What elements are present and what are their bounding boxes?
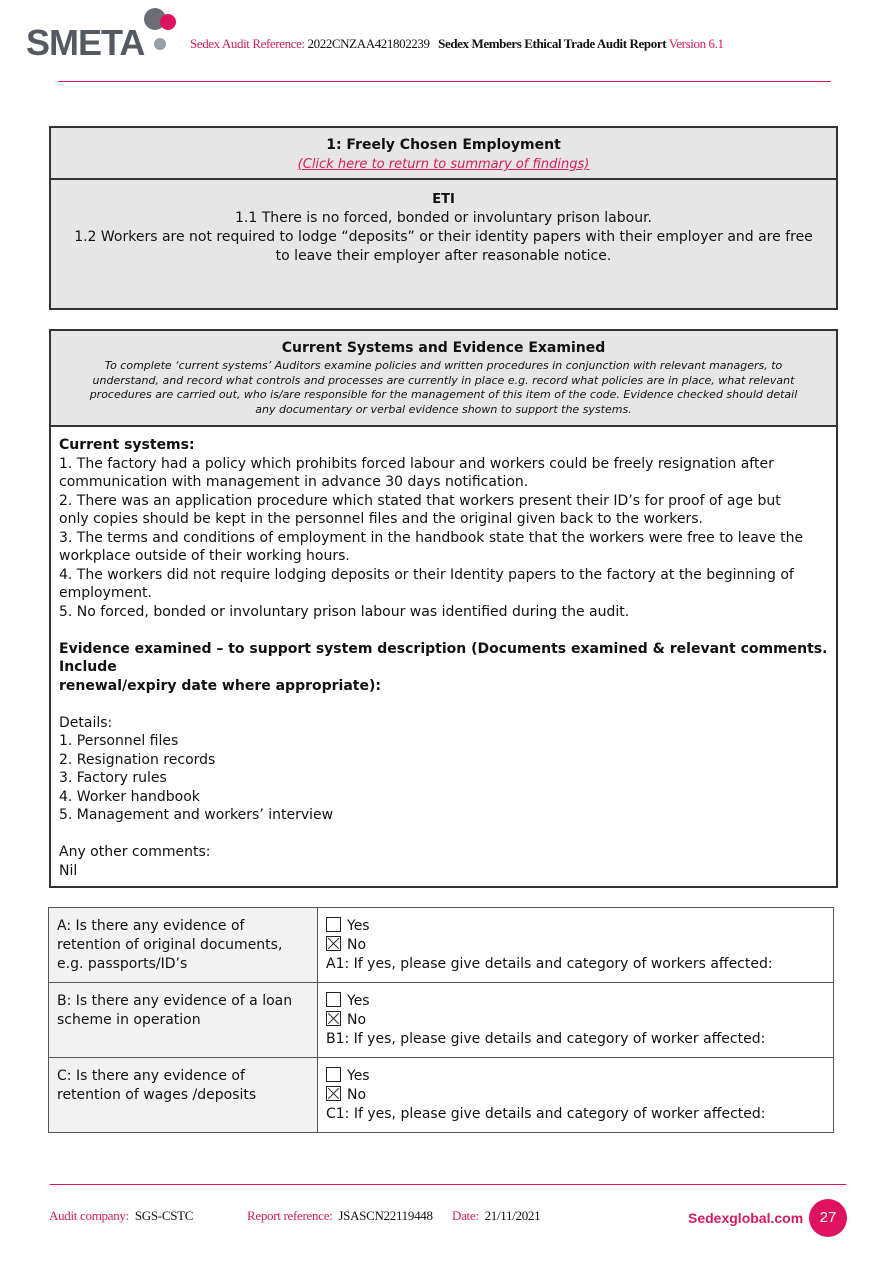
table-row	[49, 908, 834, 983]
evidence-questions-table	[48, 907, 834, 1133]
details-label: Details:	[59, 714, 113, 731]
website-link[interactable]: Sedexglobal.com	[688, 1210, 804, 1226]
current-systems-body	[51, 427, 836, 880]
question-line: scheme in operation	[57, 1012, 201, 1028]
current-line: 5. No forced, bonded or involuntary prison labour was identified during the audit.	[59, 603, 630, 620]
ref-value: 2022CNZAA421802239	[307, 36, 430, 51]
header-reference	[190, 36, 724, 52]
date-label: Date:	[452, 1208, 479, 1223]
freely-chosen-employment-box	[49, 126, 838, 310]
answer-cell	[318, 908, 834, 983]
footer-divider	[50, 1184, 846, 1185]
current-line: 2. There was an application procedure which stated that workers present their ID’s for proof of age but	[59, 492, 781, 509]
logo-dot-light	[154, 38, 166, 50]
evidence-label: Evidence examined – to support system description (Documents examined & relevant comments. Include	[59, 640, 828, 675]
detail-prompt: A1: If yes, please give details and category of workers affected:	[326, 956, 773, 972]
current-systems-box	[49, 329, 838, 888]
detail-prompt: B1: If yes, please give details and category of worker affected:	[326, 1031, 766, 1047]
question-line: retention of original documents,	[57, 937, 283, 953]
details-item: 2. Resignation records	[59, 751, 216, 768]
current-line: workplace outside of their working hours.	[59, 548, 350, 564]
detail-prompt: C1: If yes, please give details and category of worker affected:	[326, 1106, 766, 1122]
current-line: employment.	[59, 585, 152, 601]
question-line: A: Is there any evidence of	[57, 918, 245, 934]
company-value: SGS-CSTC	[134, 1208, 194, 1223]
question-cell	[49, 983, 318, 1058]
question-line: retention of wages /deposits	[57, 1087, 257, 1103]
company-label: Audit company:	[49, 1208, 129, 1223]
yes-label: Yes	[347, 993, 370, 1009]
footer-date	[452, 1208, 540, 1224]
details-item: 1. Personnel files	[59, 733, 179, 749]
answer-cell	[318, 983, 834, 1058]
no-label: No	[347, 1087, 367, 1103]
eti-line: 1.1 There is no forced, bonded or involuntary prison labour.	[235, 210, 652, 226]
logo-text: SMETA	[26, 22, 145, 63]
summary-link[interactable]: (Click here to return to summary of findings)	[297, 157, 590, 172]
note-line: understand, and record what controls and processes are currently in place e.g. record what policies are in place, what relevant	[92, 373, 795, 387]
answer-cell	[318, 1058, 834, 1133]
no-checkbox-checked[interactable]	[326, 936, 341, 951]
report-title: Sedex Members Ethical Trade Audit Report	[438, 36, 667, 51]
report-version: Version 6.1	[668, 36, 724, 51]
eti-text	[51, 180, 836, 266]
evidence-label: renewal/expiry date where appropriate):	[59, 677, 381, 694]
details-item: 4. Worker handbook	[59, 788, 200, 805]
yes-label: Yes	[347, 918, 370, 934]
table-row	[49, 983, 834, 1058]
current-systems-title: Current Systems and Evidence Examined	[281, 340, 606, 356]
section-title: 1: Freely Chosen Employment	[326, 137, 561, 153]
question-line: B: Is there any evidence of a loan	[57, 993, 293, 1009]
report-ref-label: Report reference:	[247, 1208, 333, 1223]
table-row	[49, 1058, 834, 1133]
yes-checkbox[interactable]	[326, 992, 341, 1007]
other-comments-label: Any other comments:	[59, 844, 211, 860]
no-label: No	[347, 937, 367, 953]
details-item: 3. Factory rules	[59, 770, 167, 786]
current-line: only copies should be kept in the personnel files and the original given back to the workers.	[59, 511, 703, 527]
eti-label: ETI	[432, 192, 455, 207]
question-cell	[49, 1058, 318, 1133]
note-line: To complete ‘current systems’ Auditors examine policies and written procedures in conjunction with relevant managers, to	[104, 359, 783, 372]
no-checkbox-checked[interactable]	[326, 1086, 341, 1101]
question-cell	[49, 908, 318, 983]
current-line: 3. The terms and conditions of employment in the handbook state that the workers were free to leave the	[59, 529, 804, 546]
yes-checkbox[interactable]	[326, 1067, 341, 1082]
current-line: communication with management in advance 30 days notification.	[59, 474, 529, 490]
question-line: C: Is there any evidence of	[57, 1068, 245, 1084]
other-comments-value: Nil	[59, 862, 78, 879]
section-header	[51, 128, 836, 180]
footer-audit-company	[49, 1208, 193, 1224]
note-line: any documentary or verbal evidence shown to support the systems.	[255, 402, 632, 416]
report-ref-value: JSASCN22119448	[338, 1208, 433, 1223]
eti-line: 1.2 Workers are not required to lodge “deposits” or their identity papers with their employer and are free	[74, 229, 813, 245]
logo-dot-pink	[160, 14, 176, 30]
date-value: 21/11/2021	[484, 1208, 541, 1223]
current-line: 4. The workers did not require lodging deposits or their Identity papers to the factory at the beginning of	[59, 566, 794, 583]
details-item: 5. Management and workers’ interview	[59, 807, 334, 823]
yes-label: Yes	[347, 1068, 370, 1084]
current-systems-label: Current systems:	[59, 437, 195, 453]
note-line: procedures are carried out, who is/are responsible for the management of this item of the code. Evidence checked should detail	[89, 388, 798, 401]
page-number: 27	[809, 1199, 847, 1237]
yes-checkbox[interactable]	[326, 917, 341, 932]
no-label: No	[347, 1012, 367, 1028]
current-systems-header	[51, 331, 836, 427]
current-line: 1. The factory had a policy which prohibits forced labour and workers could be freely resignation after	[59, 455, 774, 472]
eti-line: to leave their employer after reasonable notice.	[275, 248, 612, 264]
footer-report-reference	[247, 1208, 433, 1224]
no-checkbox-checked[interactable]	[326, 1011, 341, 1026]
ref-label: Sedex Audit Reference:	[190, 36, 305, 51]
instruction-note	[61, 359, 826, 417]
header-divider	[58, 81, 831, 82]
question-line: e.g. passports/ID’s	[57, 956, 188, 972]
smeta-logo	[26, 8, 186, 63]
